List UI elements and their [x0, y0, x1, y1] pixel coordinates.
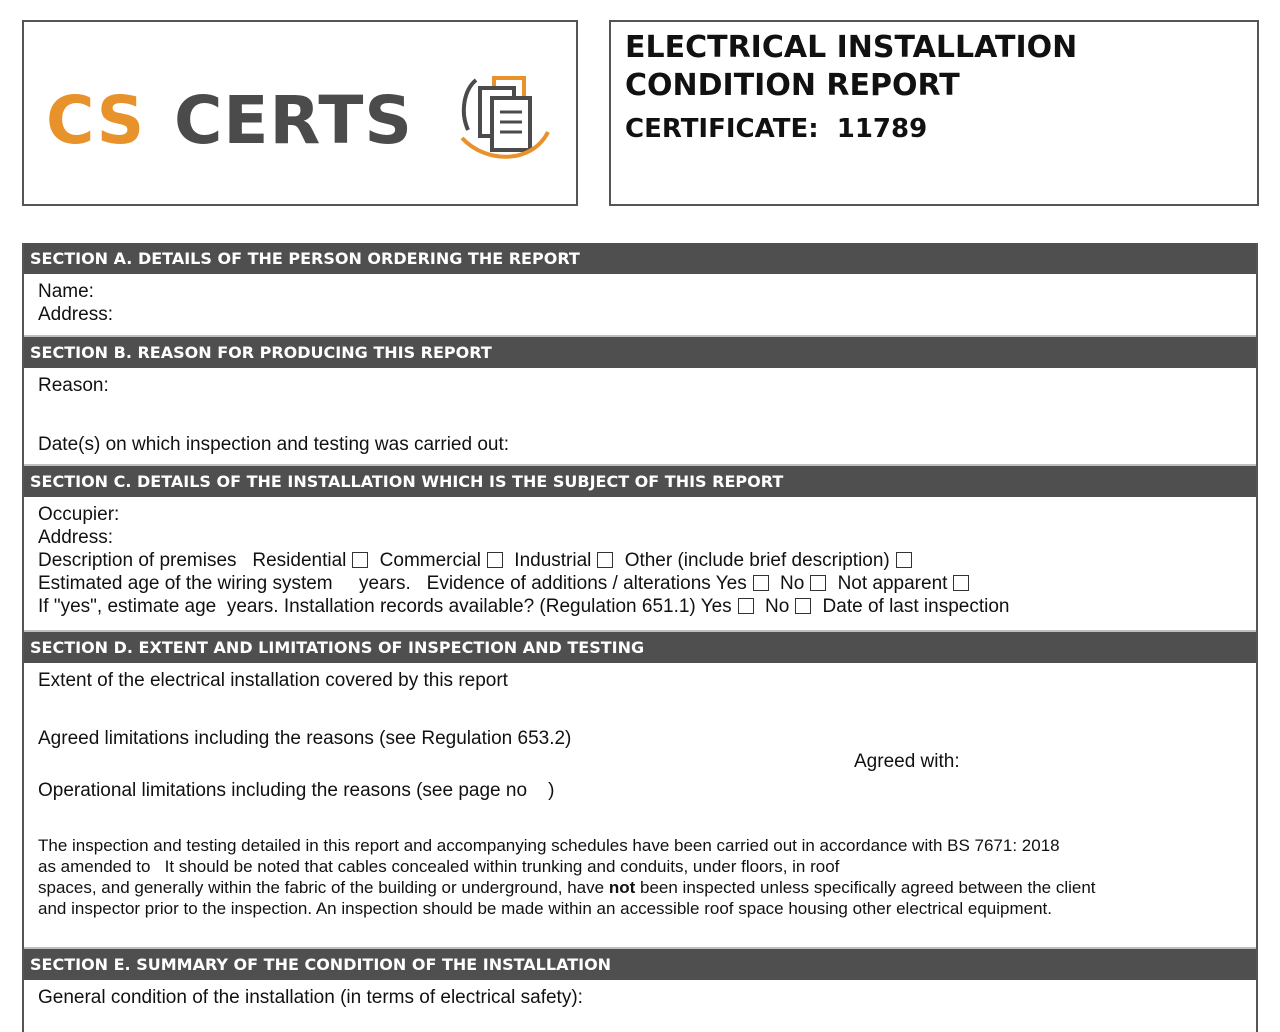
industrial-label: Industrial — [514, 550, 592, 571]
not-apparent-checkbox[interactable] — [953, 575, 969, 591]
note-line-2: as amended to It should be noted that cables concealed within trunking and conduits, under floors, in roof — [38, 857, 840, 876]
commercial-label: Commercial — [379, 550, 482, 571]
premises-row — [38, 549, 1242, 572]
other-checkbox[interactable] — [896, 552, 912, 568]
section-b-heading: SECTION B. REASON FOR PRODUCING THIS REPORT — [24, 337, 1256, 368]
residential-label: Residential — [252, 550, 347, 571]
records-no-checkbox[interactable] — [795, 598, 811, 614]
section-c-heading: SECTION C. DETAILS OF THE INSTALLATION WHICH IS THE SUBJECT OF THIS REPORT — [24, 466, 1256, 497]
premises-label: Description of premises — [38, 550, 237, 571]
evidence-yes-checkbox[interactable] — [753, 575, 769, 591]
name-label: Name: — [38, 281, 94, 302]
section-b-body — [24, 368, 1256, 466]
certificate-number: 11789 — [836, 114, 928, 144]
section-d-body — [24, 663, 1256, 949]
operational-label: Operational limitations including the reasons (see page no — [38, 780, 528, 801]
documents-icon — [456, 72, 552, 162]
agreed-limitations-label: Agreed limitations including the reasons (see Regulation 653.2) — [38, 728, 572, 749]
wiring-age-row — [38, 572, 1242, 595]
residential-checkbox[interactable] — [352, 552, 368, 568]
section-c-body — [24, 497, 1256, 632]
evidence-label: Evidence of additions / alterations — [426, 573, 711, 594]
extent-label: Extent of the electrical installation covered by this report — [38, 670, 508, 691]
report-sections — [22, 243, 1258, 1032]
wiring-age-label: Estimated age of the wiring system — [38, 573, 333, 594]
last-inspection-label: Date of last inspection — [822, 596, 1010, 617]
note-line-3a: spaces, and generally within the fabric of the building or underground, have — [38, 878, 605, 897]
logo-text-certs: CERTS — [174, 82, 413, 159]
note-line-1: The inspection and testing detailed in this report and accompanying schedules have been carried out in accordance with BS 7671: 2018 — [38, 836, 1060, 855]
note-line-3b: been inspected unless specifically agreed between the client — [640, 878, 1096, 897]
section-d-heading: SECTION D. EXTENT AND LIMITATIONS OF INSPECTION AND TESTING — [24, 632, 1256, 663]
dates-label: Date(s) on which inspection and testing was carried out: — [38, 434, 510, 455]
evidence-no-checkbox[interactable] — [810, 575, 826, 591]
section-a-heading: SECTION A. DETAILS OF THE PERSON ORDERING THE REPORT — [24, 243, 1256, 274]
industrial-checkbox[interactable] — [597, 552, 613, 568]
not-apparent-label: Not apparent — [837, 573, 948, 594]
evidence-yes-label: Yes — [715, 573, 747, 594]
operational-close: ) — [548, 780, 555, 801]
commercial-checkbox[interactable] — [487, 552, 503, 568]
note-line-4: and inspector prior to the inspection. An inspection should be made within an accessible roof space housing other electrical equipment. — [38, 899, 1052, 918]
certificate-line — [625, 114, 927, 144]
certificate-label: CERTIFICATE: — [625, 114, 819, 144]
evidence-no-label: No — [779, 573, 805, 594]
other-label: Other (include brief description) — [624, 550, 890, 571]
reason-label: Reason: — [38, 375, 109, 396]
general-condition-label: General condition of the installation (in terms of electrical safety): — [38, 987, 583, 1008]
years-label: years. — [359, 573, 411, 594]
records-yes-label: Yes — [700, 596, 732, 617]
section-e-heading: SECTION E. SUMMARY OF THE CONDITION OF THE INSTALLATION — [24, 949, 1256, 980]
operational-row — [38, 779, 1242, 802]
records-label: years. Installation records available? (Regulation 651.1) — [226, 596, 696, 617]
if-yes-label: If "yes", estimate age — [38, 596, 217, 617]
report-title-line1: ELECTRICAL INSTALLATION — [625, 30, 1078, 65]
report-title-line2: CONDITION REPORT — [625, 68, 960, 103]
occupier-label: Occupier: — [38, 504, 120, 525]
agreed-with-label: Agreed with: — [854, 751, 960, 772]
note-not-bold: not — [608, 878, 636, 897]
section-e-body — [24, 980, 1256, 1032]
inspection-note — [38, 835, 1242, 919]
section-a-body — [24, 274, 1256, 337]
address-label: Address: — [38, 304, 113, 325]
records-row — [38, 595, 1242, 618]
logo-box — [22, 20, 578, 206]
note-line-3 — [38, 877, 1242, 898]
installation-address-label: Address: — [38, 527, 113, 548]
records-no-label: No — [764, 596, 790, 617]
logo-text-cs: CS — [46, 82, 146, 159]
records-yes-checkbox[interactable] — [738, 598, 754, 614]
report-title-box — [609, 20, 1259, 206]
